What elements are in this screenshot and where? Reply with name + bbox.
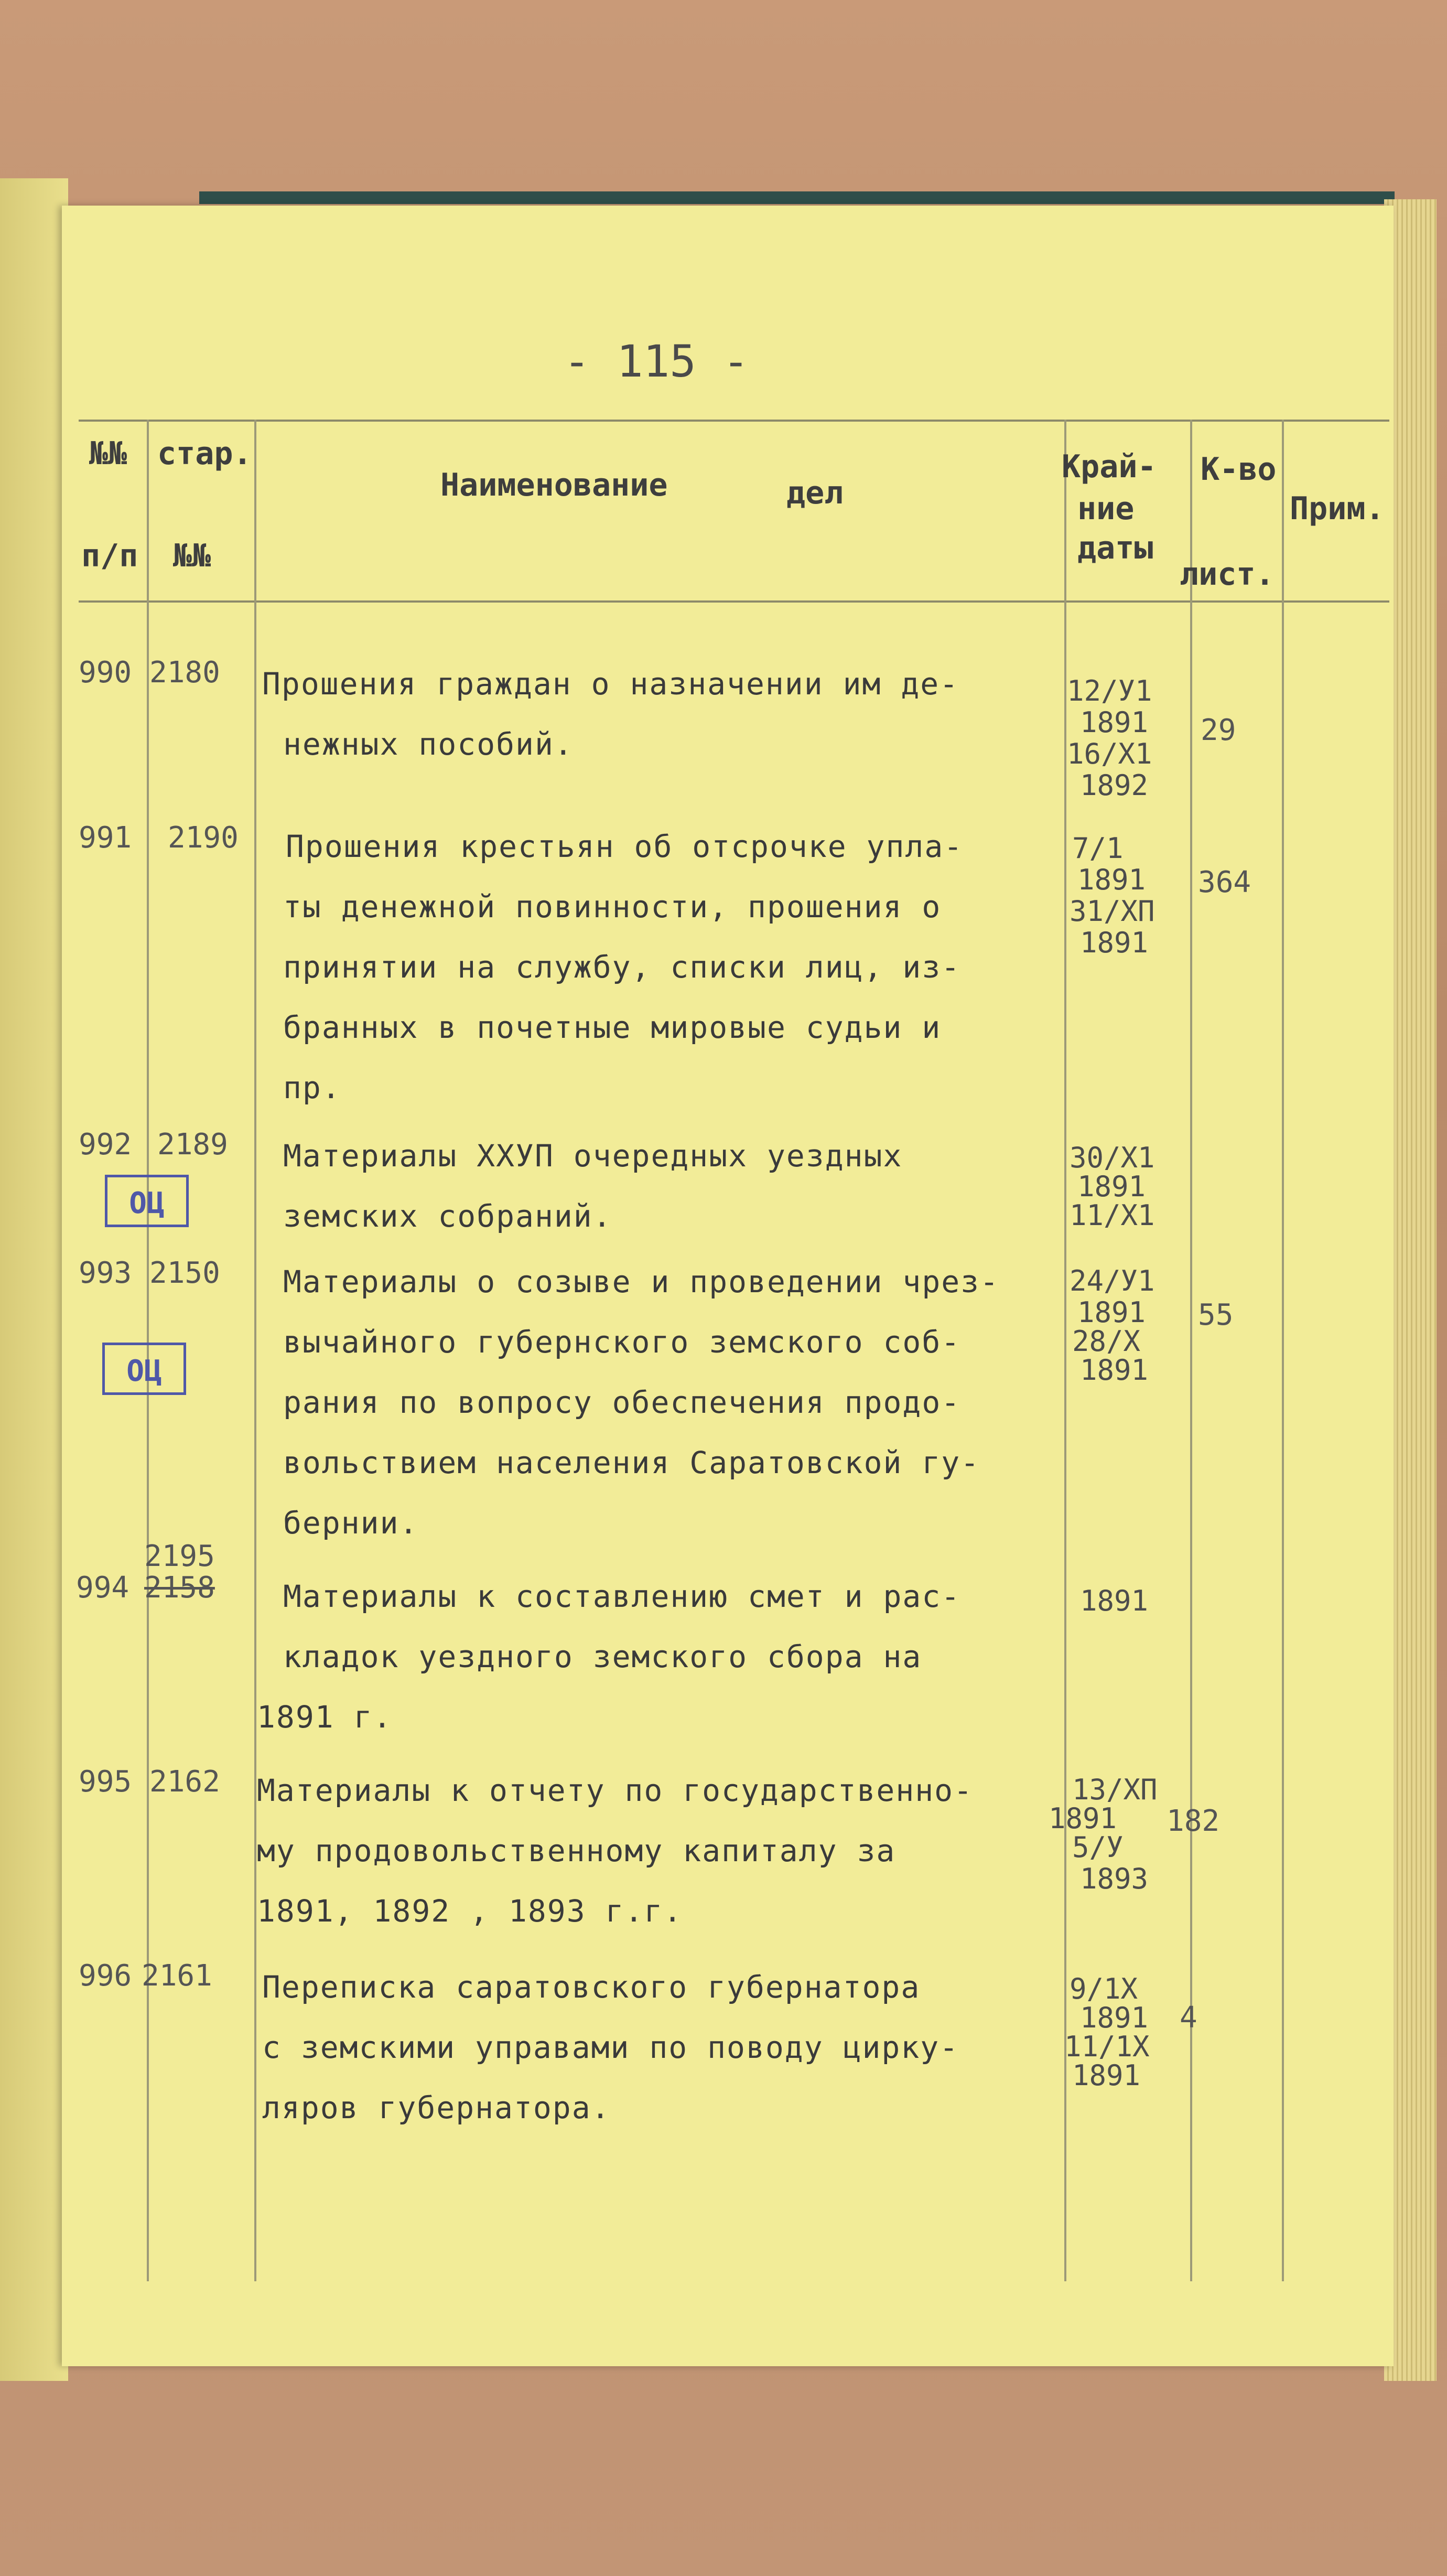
header-col-name-1: Наименование	[440, 467, 668, 503]
row-title-line: Материалы к отчету по государственно-	[257, 1773, 974, 1808]
row-old-number: 2158	[144, 1571, 215, 1605]
row-date: 1891	[1080, 706, 1149, 739]
row-title-line: земских собраний.	[283, 1198, 612, 1234]
row-title-line: с земскими управами по поводу цирку-	[262, 2030, 959, 2065]
row-title-line: 1891 г.	[257, 1699, 393, 1735]
row-number: 995	[79, 1765, 132, 1799]
row-sheets: 4	[1180, 2001, 1197, 2035]
row-sheets: 55	[1198, 1298, 1234, 1332]
row-number: 993	[79, 1256, 132, 1290]
row-title-line: 1891, 1892 , 1893 г.г.	[257, 1893, 683, 1929]
row-number: 996	[79, 1959, 132, 1993]
header-col-dates-2: ние	[1077, 490, 1135, 527]
row-title-line: рания по вопросу обеспечения продо-	[283, 1384, 961, 1420]
row-title-line: пр.	[283, 1070, 341, 1105]
row-number: 991	[79, 821, 132, 855]
row-old-number: 2190	[168, 821, 239, 855]
oc-stamp: ОЦ	[105, 1175, 189, 1227]
previous-page-edge	[0, 178, 68, 2381]
row-date: 12/У1	[1067, 674, 1152, 707]
row-title-line: Прошения граждан о назначении им де-	[262, 666, 959, 702]
row-number: 990	[79, 656, 132, 690]
row-title-line: Материалы ХХУП очередных уездных	[283, 1138, 903, 1174]
row-title-line: Материалы к составлению смет и рас-	[283, 1579, 961, 1614]
row-old-number: 2161	[142, 1959, 212, 1993]
row-date: 1891	[1080, 1354, 1149, 1387]
row-sheets: 182	[1167, 1804, 1220, 1838]
row-old-number: 2150	[149, 1256, 220, 1290]
row-date: 16/Х1	[1067, 737, 1152, 770]
header-col-sheets-2: лист.	[1180, 556, 1275, 593]
row-title-line: Прошения крестьян об отсрочке упла-	[286, 829, 964, 864]
row-date: 24/У1	[1070, 1264, 1155, 1297]
page-number: - 115 -	[564, 336, 750, 387]
header-col-sheets-1: К-во	[1201, 451, 1277, 488]
row-date: 7/1	[1072, 832, 1124, 865]
header-col-dates-3: даты	[1077, 530, 1153, 566]
row-sheets: 364	[1198, 865, 1251, 899]
row-date: 1892	[1080, 769, 1149, 802]
row-number: 994	[76, 1571, 129, 1605]
column-divider-dates	[1064, 420, 1066, 2281]
header-col-no-top: №№	[89, 435, 127, 472]
header-top-rule	[79, 420, 1389, 422]
row-number: 992	[79, 1128, 132, 1162]
row-title-line: му продовольственному капиталу за	[257, 1833, 896, 1869]
column-divider-note	[1282, 420, 1284, 2281]
row-title-line: ляров губернатора.	[262, 2090, 611, 2126]
row-title-line: Материалы о созыве и проведении чрез-	[283, 1264, 1000, 1300]
row-date: 1891	[1080, 1584, 1149, 1617]
header-col-old-bottom: №№	[173, 538, 211, 574]
row-date: 1891	[1080, 2001, 1149, 2034]
row-date: 1891	[1080, 926, 1149, 959]
row-title-line: принятии на службу, списки лиц, из-	[283, 949, 961, 985]
header-col-name-2: дел	[786, 475, 844, 511]
row-title-line: вычайного губернского земского соб-	[283, 1324, 961, 1360]
row-date: 11/Х1	[1070, 1199, 1155, 1232]
row-date: 13/ХП	[1072, 1773, 1158, 1806]
row-date: 1891	[1072, 2059, 1141, 2092]
row-date: 1891	[1077, 1170, 1146, 1203]
row-date: 31/ХП	[1070, 895, 1155, 928]
row-date: 28/Х	[1072, 1325, 1141, 1358]
header-col-note: Прим.	[1290, 490, 1385, 527]
row-date: 30/Х1	[1070, 1141, 1155, 1174]
row-title-line: ты денежной повинности, прошения о	[283, 889, 942, 925]
header-col-dates-1: Край-	[1062, 448, 1157, 485]
row-date: 1891	[1077, 1296, 1146, 1329]
oc-stamp: ОЦ	[102, 1343, 186, 1395]
row-old-number-corrected: 2195	[144, 1539, 215, 1573]
row-date: 1891	[1077, 863, 1146, 896]
row-date: 11/1Х	[1064, 2030, 1150, 2063]
row-date: 9/1Х	[1070, 1972, 1138, 2005]
header-bottom-rule	[79, 600, 1389, 603]
row-old-number: 2162	[149, 1765, 220, 1799]
row-date: 5/У	[1072, 1831, 1124, 1864]
header-col-old-top: стар.	[157, 435, 252, 472]
row-title-line: Переписка саратовского губернатора	[262, 1969, 921, 2005]
row-title-line: кладок уездного земского сбора на	[283, 1639, 922, 1675]
column-divider-name	[254, 420, 256, 2281]
row-title-line: вольствием населения Саратовской гу-	[283, 1445, 980, 1480]
row-old-number: 2189	[157, 1128, 228, 1162]
row-date: 1891	[1049, 1802, 1117, 1835]
header-col-no-bottom: п/п	[81, 538, 138, 574]
row-date: 1893	[1080, 1862, 1149, 1895]
row-title-line: бранных в почетные мировые судьи и	[283, 1010, 942, 1045]
row-title-line: нежных пособий.	[283, 726, 574, 762]
row-old-number: 2180	[149, 656, 220, 690]
row-title-line: бернии.	[283, 1505, 419, 1541]
book-cover-edge	[199, 191, 1395, 204]
row-sheets: 29	[1201, 713, 1236, 747]
